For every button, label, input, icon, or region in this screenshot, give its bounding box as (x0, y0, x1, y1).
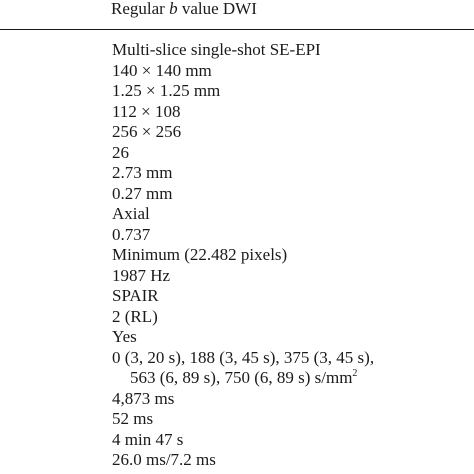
acquisition-matrix-value: 112 × 108 (112, 101, 181, 121)
te-value: 52 ms (112, 409, 154, 428)
orientation-value: Axial (112, 204, 150, 223)
tr-value: 4,873 ms (112, 388, 175, 408)
slice-thickness-value: 2.73 mm (112, 163, 173, 182)
reconstruction-matrix-value: 256 × 256 (112, 122, 182, 141)
fat-suppression-value: SPAIR (112, 286, 159, 305)
unit-superscript: 2 (352, 368, 358, 379)
b-symbol: b (169, 0, 178, 18)
resolution-value: 1.25 × 1.25 mm (112, 81, 221, 100)
flag-value: Yes (112, 327, 137, 346)
water-fat-shift-value: Minimum (22.482 pixels) (112, 245, 288, 264)
slice-gap-value: 0.27 mm (112, 183, 173, 203)
parallel-imaging-value: 2 (RL) (112, 306, 158, 326)
b-values-line-2 (112, 368, 472, 389)
bandwidth-value: 1987 Hz (112, 265, 171, 285)
scan-time-value: 4 min 47 s (112, 429, 184, 449)
header-rule (0, 29, 474, 30)
b-values-continuation: 563 (6, 89 s), 750 (6, 89 s) s/mm (130, 368, 353, 387)
values-column (112, 40, 472, 471)
delta-value: 26.0 ms/7.2 ms (112, 450, 216, 469)
column-header (111, 0, 257, 20)
header-prefix: Regular (111, 0, 170, 18)
fov-value: 140 × 140 mm (112, 60, 212, 80)
header-suffix: value DWI (177, 0, 257, 18)
factor-value: 0.737 (112, 224, 151, 244)
slice-count-value: 26 (112, 142, 129, 162)
sequence-value: Multi-slice single-shot SE-EPI (112, 40, 321, 59)
b-values-line-1: 0 (3, 20 s), 188 (3, 45 s), 375 (3, 45 s), (112, 347, 375, 367)
